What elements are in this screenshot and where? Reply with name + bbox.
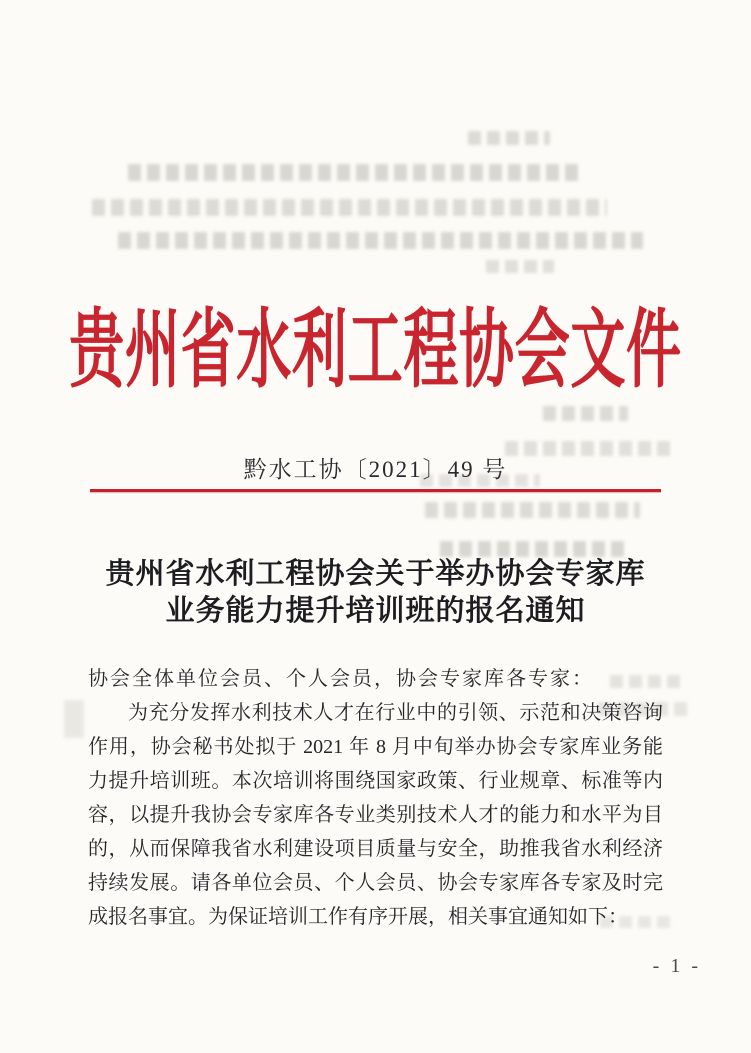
body-line: 成报名事宜。为保证培训工作有序开展，相关事宜通知如下： [88, 906, 628, 928]
bleedthrough-line [425, 502, 640, 518]
bleedthrough-line [543, 406, 628, 421]
bleedthrough-line [468, 131, 550, 145]
body-line: 容，以提升我协会专家库各专业类别技术人才的能力和水平为目 [88, 804, 663, 826]
masthead-title: 贵州省水利工程协会文件 [69, 302, 682, 398]
bleedthrough-line [92, 199, 607, 216]
body-line: 持续发展。请各单位会员、个人会员、协会专家库各专家及时完 [88, 872, 663, 894]
body-line: 力提升培训班。本次培训将围绕国家政策、行业规章、标准等内 [88, 770, 663, 792]
masthead [0, 286, 751, 398]
body-line: 的，从而保障我省水利建设项目质量与安全，助推我省水利经济 [88, 838, 663, 860]
notice-title-line2: 业务能力提升培训班的报名通知 [165, 595, 586, 627]
bleedthrough-smudge [64, 700, 84, 738]
notice-title [0, 556, 751, 630]
page-number: - 1 - [652, 955, 701, 977]
red-divider-line [90, 489, 661, 492]
bleedthrough-line [440, 541, 630, 557]
body-salutation: 协会全体单位会员、个人会员，协会专家库各专家： [88, 668, 594, 690]
body-line: 作用，协会秘书处拟于 2021 年 8 月中旬举办协会专家库业务能 [88, 736, 663, 758]
notice-body [88, 662, 663, 934]
bleedthrough-line [486, 260, 554, 273]
bleedthrough-line [128, 164, 583, 181]
notice-title-line1: 贵州省水利工程协会关于举办协会专家库 [105, 558, 646, 590]
document-number: 黔水工协〔2021〕49 号 [243, 457, 508, 482]
body-line: 为充分发挥水利技术人才在行业中的引领、示范和决策咨询 [128, 702, 663, 724]
bleedthrough-line [118, 232, 643, 249]
